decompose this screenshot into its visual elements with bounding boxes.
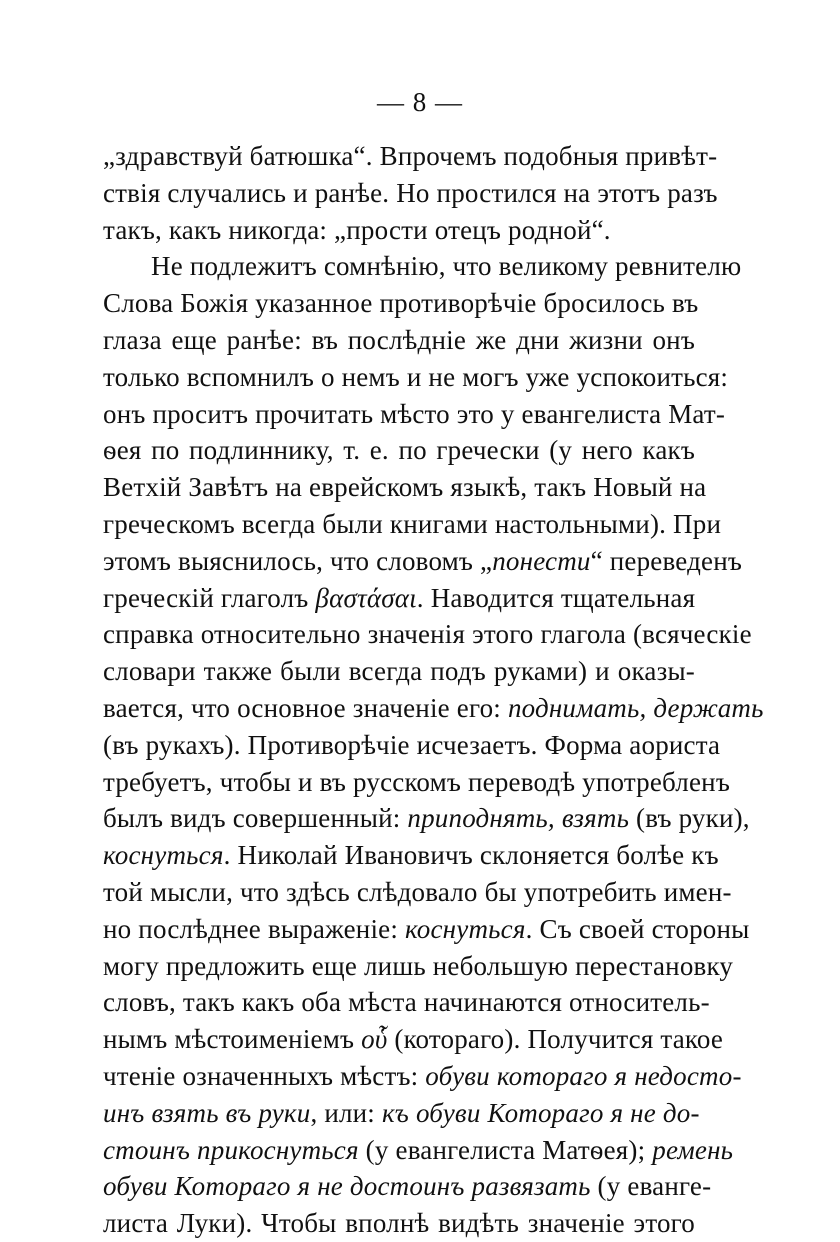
text-line	[103, 285, 699, 322]
text-run: Ветхій Завѣтъ на еврейскомъ языкѣ, такъ Новый на	[103, 472, 707, 503]
text-line	[103, 837, 719, 874]
text-run: но послѣднее выраженіе:	[103, 913, 405, 944]
text-line	[103, 984, 710, 1021]
text-run: такъ, какъ никогда: „прости отецъ родной“.	[103, 214, 611, 245]
text-run: . Наводится тщательная	[416, 582, 696, 613]
text-run: . Съ своей стороны	[525, 913, 750, 944]
text-line	[103, 690, 764, 727]
text-run: словари также были всегда подъ руками) и оказы-	[103, 656, 695, 687]
italic-phrase: понести	[492, 545, 591, 576]
text-line	[103, 727, 721, 764]
text-run: только вспомнилъ о немъ и не могъ уже успокоиться:	[103, 361, 729, 392]
italic-phrase: стоинъ прикоснуться	[103, 1134, 359, 1165]
text-run: греческій глаголъ	[103, 582, 316, 613]
text-line	[103, 212, 695, 249]
text-run: былъ видъ совершенный:	[103, 803, 408, 834]
text-run: (въ руки),	[629, 803, 750, 834]
text-line	[103, 396, 726, 433]
text-run: требуетъ, чтобы и въ русскомъ переводѣ употребленъ	[103, 766, 730, 797]
text-run: Не подлежитъ сомнѣнію, что великому ревнителю	[151, 251, 742, 282]
text-run: справка относительно значенія этого глагола (всяческіе	[103, 619, 752, 650]
italic-phrase: приподнять, взять	[407, 803, 630, 834]
text-line	[103, 764, 730, 801]
text-line	[103, 1205, 695, 1242]
text-run: „здравствуй батюшка“. Впрочемъ подобныя привѣт-	[103, 141, 718, 171]
text-run: этомъ выяснилось, что словомъ „	[103, 545, 493, 576]
italic-phrase: къ обуви Котораго я не до-	[381, 1097, 700, 1128]
text-line	[103, 1058, 742, 1095]
italic-phrase: обуви котораго я недосто-	[425, 1060, 742, 1091]
page-number: — 8 —	[377, 87, 463, 117]
text-line	[103, 580, 695, 617]
text-line	[103, 1021, 724, 1058]
text-line	[103, 248, 742, 285]
text-run: греческомъ всегда были книгами настольными). При	[103, 508, 722, 539]
text-run: (въ рукахъ). Противорѣчіе исчезаетъ. Форма аориста	[103, 729, 721, 760]
text-run: ствія случались и ранѣе. Но простился на этотъ разъ	[103, 177, 718, 208]
text-line	[103, 469, 707, 506]
text-run: , или:	[310, 1097, 382, 1128]
text-line	[103, 506, 722, 543]
text-run: глаза еще ранѣе: въ послѣдніе же дни жизни онъ	[103, 324, 695, 355]
text-run: (у еванге-	[590, 1171, 712, 1202]
text-line	[103, 800, 750, 837]
text-run: той мысли, что здѣсь слѣдовало бы употребить имен-	[103, 876, 732, 907]
text-line	[103, 175, 718, 212]
text-line	[103, 874, 732, 911]
greek-word: βαστάσαι	[315, 582, 417, 613]
italic-phrase: ремень	[652, 1134, 734, 1165]
body-text	[103, 138, 764, 1242]
italic-phrase: поднимать, держать	[507, 692, 764, 723]
text-line	[103, 322, 695, 359]
text-line	[103, 138, 718, 175]
text-run: листа Луки). Чтобы вполнѣ видѣть значеніе этого	[103, 1208, 695, 1239]
italic-phrase: инъ взять въ руки	[103, 1097, 311, 1128]
text-run: Слова Божія указанное противорѣчіе бросилось въ	[103, 288, 699, 319]
text-line	[103, 543, 743, 580]
text-run: (у евангелиста Матѳея);	[358, 1134, 653, 1165]
italic-phrase: коснуться	[103, 840, 224, 871]
text-run: чтеніе означенныхъ мѣстъ:	[103, 1060, 426, 1091]
text-run: нымъ мѣстоименіемъ	[103, 1024, 362, 1055]
text-run: (котораго). Получится такое	[387, 1024, 724, 1055]
text-line	[103, 1095, 700, 1132]
text-line	[103, 948, 734, 985]
text-line	[103, 1168, 712, 1205]
text-run: ѳея по подлиннику, т. е. по гречески (у него какъ	[103, 435, 695, 466]
text-run: могу предложить еще лишь небольшую перестановку	[103, 950, 734, 981]
text-line	[103, 432, 695, 469]
text-run: словъ, такъ какъ оба мѣста начинаются относитель-	[103, 987, 710, 1018]
greek-word: οὗ	[361, 1024, 388, 1055]
text-line	[103, 911, 750, 948]
text-line	[103, 359, 729, 396]
italic-phrase: обуви Котораго я не достоинъ развязать	[103, 1171, 591, 1202]
text-run: “ переведенъ	[590, 545, 743, 576]
text-line	[103, 653, 695, 690]
text-run: . Николай Ивановичъ склоняется болѣе къ	[223, 840, 719, 871]
text-line	[103, 1132, 734, 1169]
italic-phrase: коснуться	[405, 913, 526, 944]
text-run: онъ проситъ прочитать мѣсто это у евангелиста Мат-	[103, 398, 726, 429]
text-run: вается, что основное значеніе его:	[103, 692, 508, 723]
text-line	[103, 616, 752, 653]
